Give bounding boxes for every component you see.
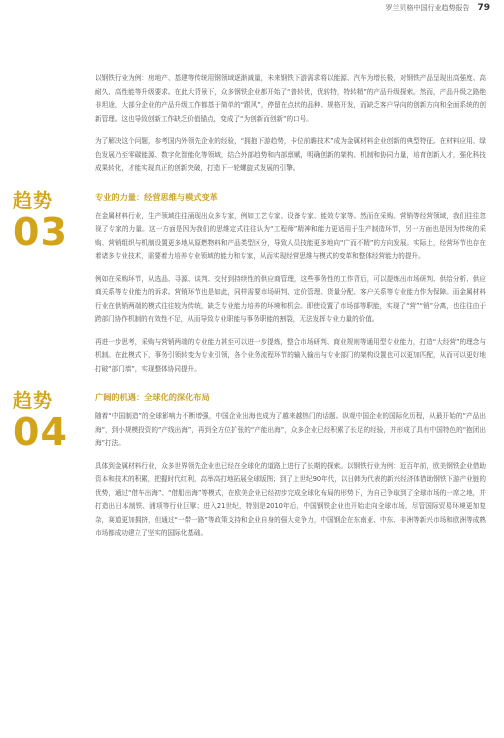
trend-03-paragraph-1: 在金属材料行业，生产领域往往涌现出众多专家，例如工艺专家、设备专家、能效专家等。然而在采购、营销等经营领域，我们往往忽视了专家的力量。这一方面是因为我们的思维定式往往认为“工程师”精神和能力更适用于生产制造环节，另一方面也是因为传统的采购、营销组织与机制设置更多地从原燃物料和产品类型区分，导致人员技能更多地向“广而不精”的方向发展。实际上，经营环节也存在着诸多专业技术，需要着力培养专业领域的能力和专家，从而实现经营思维与模式的变革和整体经营能力的提升。 — [95, 211, 486, 260]
trend-03-number: 03 — [13, 209, 68, 254]
trend-04-label — [13, 390, 83, 452]
trend-03-word: 趋势 — [13, 189, 54, 212]
intro-paragraph-2: 为了解决这个问题，参考国内外领先企业的经验，“拥抱下游趋势，卡位前瞻技术”成为金属材料企业创新的典型特征。在材料应用、绿色发展乃至零碳能源、数字化智能化等领域，结合外部趋势和内部禀赋，明确创新的架构、机制和协同力量，培育创新人才，强化科技成果转化，才能实现真正的创新突破，打造下一轮螺旋式发展的引擎。 — [95, 137, 486, 172]
report-title: 罗兰贝格中国行业趋势报告 — [385, 4, 470, 12]
trend-04-paragraph-2: 具体到金属材料行业，众多世界领先企业也已经在全球化的道路上进行了长期的探索。以钢铁行业为例：近百年前，欧美钢铁企业借助资本和技术的积累，把握时代红利，高举高打地拓展全球版图；到了上世纪90年代，以日韩为代表的新兴经济体借助钢铁下游产业链的优势，通过“借车出海”、“借船出海”等模式，在欧美企业已经初步完成全球化布局的形势下，为自己争取到了全球市场的一席之地，并打造出日本制铁、浦项等行业巨擘；进入21世纪，特别是2010年后，中国钢铁企业也开始走向全球市场，尽管国际贸易环境更加复杂，赛道更加拥挤，但通过“一带一路”等政策支持和企业自身的强大竞争力，中国钢企在东南亚、中东、非洲等新兴市场和欧洲等成熟市场都成功建立了坚实的国际化基础。 — [95, 461, 486, 537]
trend-04-title: 广阔的机遇：全球化的深化布局 — [95, 392, 210, 402]
trend-03-paragraph-3: 再进一步思考，采购与营销两端的专业能力甚至可以进一步提炼，整合市场研判、商业规则等通用型专业能力，打造“大经营”的理念与机制。在此模式下，事务引领转变为专业引领，各个业务流程环节的输入输出与专业部门的架构设置也可以更加匹配，从而可以更好地打破“部门墙”，实现整体协同提升。 — [95, 337, 486, 373]
trend-03-title: 专业的力量：经营思维与模式变革 — [95, 191, 218, 202]
page-header — [385, 0, 504, 16]
trend-03-section — [13, 189, 486, 377]
trend-04-word: 趋势 — [13, 390, 54, 412]
page-number: 79 — [477, 3, 490, 13]
trend-03-label — [13, 190, 83, 252]
trend-04-number: 04 — [13, 410, 68, 454]
trend-03-paragraph-2: 例如在采购环节，从选品、寻源、谈判、交付到持续性的供应商管理，这些事务性的工作背后，可以提炼出市场研判、供给分析、供应商关系等专业能力的诉求。营销环节也是如此，同样需要市场研判、定价管理、货量分配、客户关系等专业能力作为保障。而金属材料行业在供销两端的模式往往较为传统，缺乏专业能力培养的环境和机会。即使设置了市场部等职能，实现了“营”“销”分离，也往往由于跨部门协作机制的有效性不足，从而导致专业职能与事务职能的割裂，无法发挥专业力量的价值。 — [95, 274, 486, 323]
trend-04-paragraph-1: 随着“中国制造”的全球影响力不断增强，中国企业出海也成为了越来越热门的话题。纵观中国企业的国际化历程，从最开始的“产品出海”，到小规模投资的“产线出海”，再到全方位扩张的“产能出海”，众多企业已经积累了长足的经验，并形成了具有中国特色的“抱团出海”打法。 — [95, 412, 486, 447]
trend-04-section — [13, 390, 486, 541]
main-content — [13, 72, 486, 550]
intro-paragraph-1: 以钢铁行业为例：房地产、基建等传统用钢领域逐渐减量，未来钢铁下游需求将以能源、汽车为增长极，对钢铁产品呈现出高强度、高耐久、高性能等升级要求。在此大背景下，众多钢铁企业都开始了“普转优，优转特，特转精”的产品升级探索。然而，产品升级之路绝非坦途，大部分企业的产品升级工作都基于简单的“跟风”，停留在点状的品种、规格开发，而缺乏客户导向的创新方向和全面系统的创新管理。这也导致创新工作缺乏价值锚点，变成了“为创新而创新”的口号。 — [95, 74, 486, 123]
